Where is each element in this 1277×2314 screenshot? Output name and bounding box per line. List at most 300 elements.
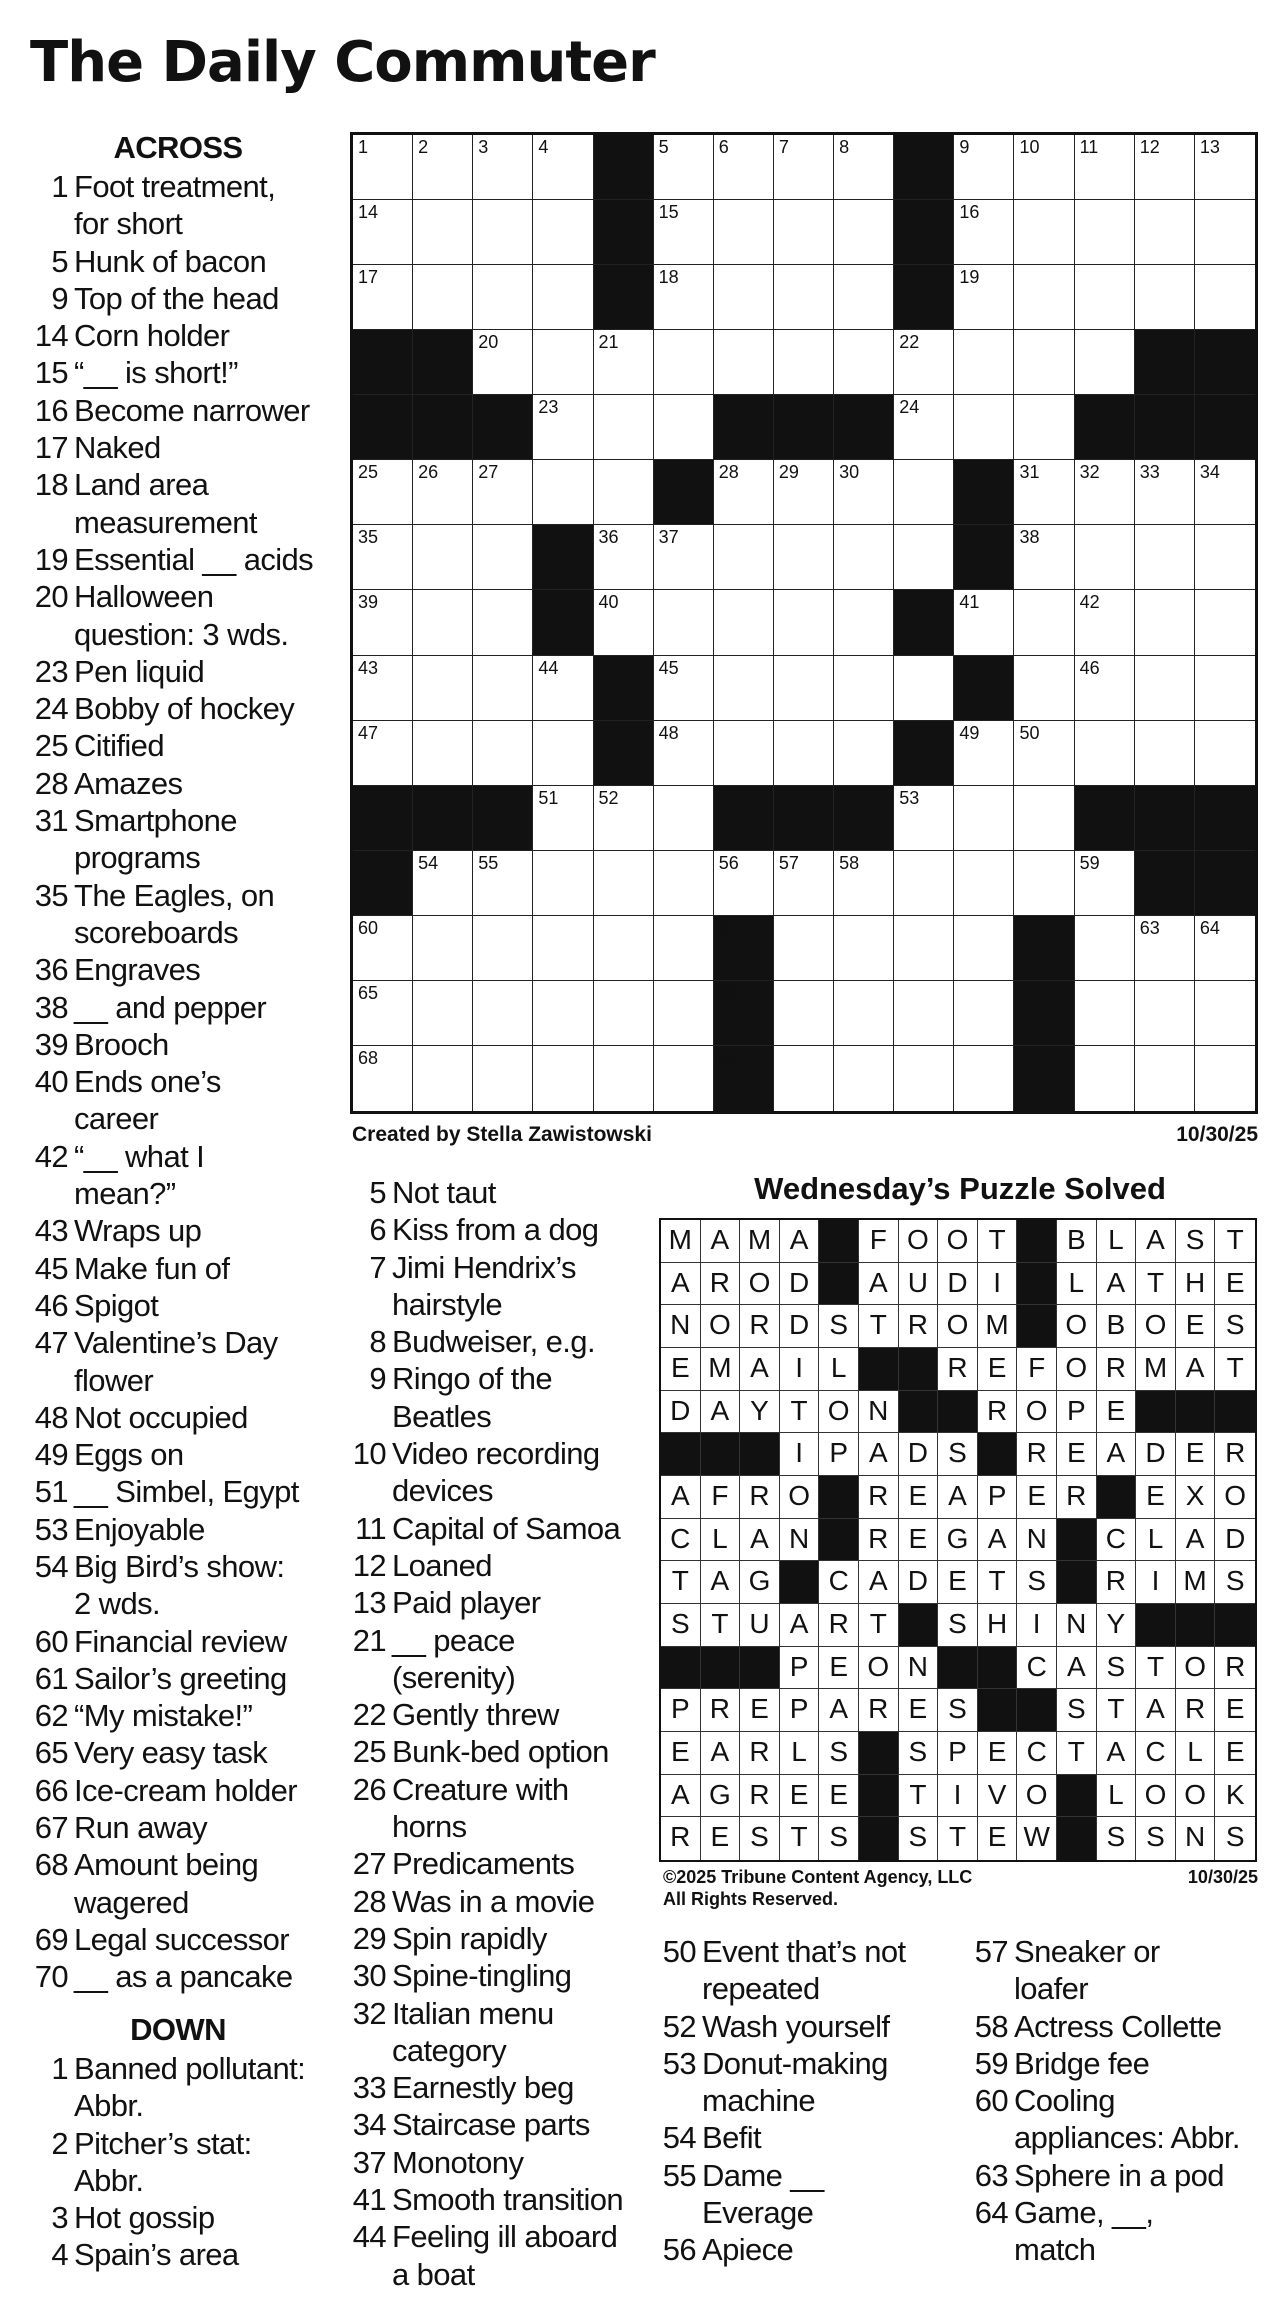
clue-text: Sneaker or: [1014, 1934, 1160, 1969]
grid-cell[interactable]: [1014, 265, 1074, 330]
grid-cell[interactable]: [473, 981, 533, 1046]
grid-cell[interactable]: [353, 460, 413, 525]
grid-cell[interactable]: [1014, 525, 1074, 590]
clue-text: Spain’s area: [74, 2237, 239, 2273]
black-square: [473, 786, 533, 851]
cell-number: 65: [358, 982, 379, 1003]
grid-cell[interactable]: [1075, 200, 1135, 265]
grid-cell[interactable]: [834, 851, 894, 916]
clue-number: 4: [51, 2237, 68, 2273]
grid-cell[interactable]: [654, 200, 714, 265]
clue-text: Top of the head: [74, 280, 279, 316]
grid-cell[interactable]: [774, 135, 834, 200]
solved-letter: R: [701, 1689, 741, 1732]
solved-letter: A: [1136, 1689, 1176, 1732]
solved-letter: M: [1136, 1348, 1176, 1391]
clue-number: [656, 2194, 696, 2231]
grid-cell[interactable]: [954, 786, 1014, 851]
grid-cell[interactable]: [1075, 460, 1135, 525]
clue-number: 67: [34, 1810, 68, 1846]
black-square: [834, 786, 894, 851]
clue-number: 54: [662, 2120, 696, 2156]
clue-number: [28, 1362, 68, 1399]
clue-text: horns: [392, 1809, 467, 1845]
cell-number: 60: [358, 917, 379, 938]
grid-cell[interactable]: [1075, 590, 1135, 655]
cell-number: 20: [478, 332, 499, 353]
grid-cell[interactable]: [1195, 916, 1255, 981]
grid-cell[interactable]: [1014, 786, 1074, 851]
grid-cell[interactable]: [894, 460, 954, 525]
grid-cell[interactable]: [774, 200, 834, 265]
grid-cell[interactable]: [834, 981, 894, 1046]
cell-number: 33: [1139, 462, 1160, 483]
grid-cell[interactable]: [533, 916, 593, 981]
grid-cell[interactable]: [413, 590, 473, 655]
clue-text: Not taut: [392, 1175, 496, 1210]
grid-cell[interactable]: [714, 135, 774, 200]
grid-cell[interactable]: [1014, 721, 1074, 786]
clue-item: [28, 653, 333, 690]
grid-cell[interactable]: [894, 981, 954, 1046]
clue-text: Gently threw: [392, 1697, 559, 1733]
solved-letter: R: [740, 1305, 780, 1348]
grid-cell[interactable]: [473, 460, 533, 525]
grid-cell[interactable]: [353, 656, 413, 721]
grid-cell[interactable]: [353, 1046, 413, 1111]
grid-cell[interactable]: [1195, 135, 1255, 200]
grid-cell[interactable]: [774, 590, 834, 655]
grid-cell[interactable]: [1014, 135, 1074, 200]
grid-cell[interactable]: [413, 1046, 473, 1111]
clue-number: 6: [369, 1212, 386, 1248]
solved-letter: S: [1057, 1689, 1097, 1732]
grid-cell[interactable]: [954, 851, 1014, 916]
clue-text: Pitcher’s stat:: [74, 2125, 252, 2161]
black-square: [714, 916, 774, 981]
grid-cell[interactable]: [353, 981, 413, 1046]
grid-cell[interactable]: [1135, 916, 1195, 981]
grid-cell[interactable]: [1075, 330, 1135, 395]
solved-letter: A: [938, 1476, 978, 1519]
grid-cell[interactable]: [1135, 656, 1195, 721]
grid-cell[interactable]: [533, 721, 593, 786]
grid-cell[interactable]: [1014, 590, 1074, 655]
grid-cell[interactable]: [1195, 981, 1255, 1046]
grid-cell[interactable]: [413, 525, 473, 590]
grid-cell[interactable]: [774, 460, 834, 525]
clue-item: [346, 1957, 646, 1994]
grid-cell[interactable]: [1014, 395, 1074, 460]
solved-letter: O: [740, 1263, 780, 1306]
grid-cell[interactable]: [954, 135, 1014, 200]
clue-item-continued: [28, 1100, 333, 1137]
grid-cell[interactable]: [894, 1046, 954, 1111]
clue-number: 60: [34, 1623, 68, 1659]
grid-cell[interactable]: [1014, 656, 1074, 721]
grid-cell[interactable]: [834, 721, 894, 786]
grid-cell[interactable]: [654, 916, 714, 981]
grid-cell[interactable]: [1135, 460, 1195, 525]
grid-cell[interactable]: [533, 981, 593, 1046]
grid-cell[interactable]: [774, 330, 834, 395]
clue-text: Big Bird’s show:: [74, 1548, 285, 1584]
grid-cell[interactable]: [1075, 265, 1135, 330]
grid-cell[interactable]: [413, 460, 473, 525]
solved-letter: R: [1097, 1348, 1137, 1391]
solved-letter: R: [819, 1604, 859, 1647]
grid-cell[interactable]: [473, 265, 533, 330]
grid-cell[interactable]: [774, 656, 834, 721]
cell-number: 51: [538, 787, 559, 808]
clue-item: [28, 578, 333, 615]
solved-letter: O: [701, 1305, 741, 1348]
solved-black-square: [1057, 1817, 1097, 1860]
grid-cell[interactable]: [594, 851, 654, 916]
clue-number: 33: [352, 2070, 386, 2106]
grid-cell[interactable]: [954, 981, 1014, 1046]
grid-cell[interactable]: [473, 135, 533, 200]
grid-cell[interactable]: [774, 265, 834, 330]
solved-letter: S: [740, 1817, 780, 1860]
grid-cell[interactable]: [774, 525, 834, 590]
grid-cell[interactable]: [654, 590, 714, 655]
grid-cell[interactable]: [594, 916, 654, 981]
grid-cell[interactable]: [1195, 721, 1255, 786]
cell-number: 1: [358, 137, 369, 157]
clue-item: [28, 1212, 333, 1249]
grid-cell[interactable]: [594, 525, 654, 590]
cell-number: 10: [1019, 137, 1040, 157]
clue-item: [28, 1846, 333, 1883]
grid-cell[interactable]: [714, 200, 774, 265]
grid-cell[interactable]: [473, 590, 533, 655]
grid-cell[interactable]: [594, 1046, 654, 1111]
solved-letter: R: [859, 1689, 899, 1732]
grid-cell[interactable]: [1014, 851, 1074, 916]
solved-letter: D: [1215, 1519, 1255, 1562]
black-square: [1135, 395, 1195, 460]
grid-cell[interactable]: [1075, 721, 1135, 786]
clue-number: 5: [369, 1175, 386, 1210]
grid-cell[interactable]: [533, 786, 593, 851]
grid-cell[interactable]: [954, 916, 1014, 981]
clue-item: [28, 690, 333, 727]
grid-cell[interactable]: [533, 851, 593, 916]
grid-cell[interactable]: [774, 1046, 834, 1111]
solved-letter: G: [740, 1561, 780, 1604]
grid-cell[interactable]: [894, 656, 954, 721]
grid-cell[interactable]: [1135, 200, 1195, 265]
grid-cell[interactable]: [714, 525, 774, 590]
copyright-line-1: ©2025 Tribune Content Agency, LLC: [663, 1867, 973, 1887]
grid-cell[interactable]: [1075, 916, 1135, 981]
grid-cell[interactable]: [1195, 460, 1255, 525]
clue-text: scoreboards: [74, 914, 238, 950]
grid-cell[interactable]: [533, 330, 593, 395]
grid-cell[interactable]: [594, 590, 654, 655]
grid-cell[interactable]: [533, 200, 593, 265]
grid-cell[interactable]: [1075, 851, 1135, 916]
solved-black-square: [1017, 1263, 1057, 1306]
grid-cell[interactable]: [954, 330, 1014, 395]
grid-cell[interactable]: [654, 135, 714, 200]
grid-cell[interactable]: [413, 265, 473, 330]
grid-cell[interactable]: [834, 590, 894, 655]
clue-number: [28, 914, 68, 951]
grid-cell[interactable]: [894, 851, 954, 916]
grid-cell[interactable]: [954, 721, 1014, 786]
clue-text: Corn holder: [74, 318, 230, 354]
clue-text: Predicaments: [392, 1846, 575, 1882]
grid-cell[interactable]: [1135, 590, 1195, 655]
solved-letter: H: [1176, 1263, 1216, 1306]
clue-number: 25: [34, 728, 68, 764]
grid-cell[interactable]: [1014, 200, 1074, 265]
solved-letter: S: [819, 1732, 859, 1775]
grid-cell[interactable]: [533, 135, 593, 200]
solved-black-square: [859, 1775, 899, 1818]
clue-text: Amazes: [74, 765, 183, 801]
grid-cell[interactable]: [533, 1046, 593, 1111]
grid-cell[interactable]: [1135, 265, 1195, 330]
clue-item: [28, 429, 333, 466]
grid-cell[interactable]: [1075, 981, 1135, 1046]
clue-text: Bunk-bed option: [392, 1734, 609, 1770]
solved-letter: T: [1136, 1263, 1176, 1306]
clue-number: 42: [34, 1138, 68, 1174]
grid-cell[interactable]: [473, 656, 533, 721]
grid-cell[interactable]: [654, 525, 714, 590]
grid-cell[interactable]: [594, 786, 654, 851]
grid-cell[interactable]: [353, 265, 413, 330]
grid-cell[interactable]: [533, 395, 593, 460]
clue-text: question: 3 wds.: [74, 616, 289, 652]
clue-item: [28, 2125, 333, 2162]
grid-cell[interactable]: [594, 460, 654, 525]
clue-text: __ and pepper: [74, 989, 267, 1025]
grid-cell[interactable]: [1195, 590, 1255, 655]
grid-cell[interactable]: [894, 916, 954, 981]
clue-text: Bobby of hockey: [74, 691, 295, 727]
grid-cell[interactable]: [473, 916, 533, 981]
solved-letter: T: [978, 1220, 1018, 1263]
clue-text: Beatles: [392, 1398, 492, 1434]
grid-cell[interactable]: [954, 395, 1014, 460]
grid-cell[interactable]: [413, 200, 473, 265]
grid-cell[interactable]: [1135, 721, 1195, 786]
grid-cell[interactable]: [894, 395, 954, 460]
grid-cell[interactable]: [1135, 525, 1195, 590]
grid-cell[interactable]: [714, 330, 774, 395]
clue-text: Not occupied: [74, 1399, 248, 1435]
solved-letter: C: [661, 1519, 701, 1562]
grid-cell[interactable]: [1075, 135, 1135, 200]
cell-number: 4: [538, 137, 549, 157]
grid-cell[interactable]: [654, 395, 714, 460]
grid-cell[interactable]: [1195, 525, 1255, 590]
grid-cell[interactable]: [533, 265, 593, 330]
solved-letter: A: [780, 1604, 820, 1647]
grid-cell[interactable]: [353, 200, 413, 265]
grid-cell[interactable]: [1075, 525, 1135, 590]
grid-cell[interactable]: [1195, 1046, 1255, 1111]
grid-cell[interactable]: [954, 1046, 1014, 1111]
solved-letter: O: [1017, 1391, 1057, 1434]
grid-cell[interactable]: [473, 200, 533, 265]
grid-cell[interactable]: [353, 590, 413, 655]
grid-cell[interactable]: [834, 200, 894, 265]
clue-text: Spin rapidly: [392, 1920, 547, 1956]
grid-cell[interactable]: [714, 265, 774, 330]
black-square: [894, 200, 954, 265]
grid-cell[interactable]: [1014, 330, 1074, 395]
clue-item: [346, 1360, 646, 1397]
clue-item: [346, 1435, 646, 1472]
clue-number: 47: [34, 1325, 68, 1361]
clue-text: Become narrower: [74, 392, 310, 428]
solved-black-square: [938, 1391, 978, 1434]
grid-cell[interactable]: [473, 721, 533, 786]
grid-cell[interactable]: [714, 460, 774, 525]
grid-cell[interactable]: [834, 525, 894, 590]
solved-letter: D: [780, 1305, 820, 1348]
solved-letter: G: [701, 1775, 741, 1818]
grid-cell[interactable]: [473, 330, 533, 395]
grid-cell[interactable]: [353, 721, 413, 786]
cell-number: 7: [778, 137, 789, 157]
grid-cell[interactable]: [1075, 1046, 1135, 1111]
grid-cell[interactable]: [654, 656, 714, 721]
grid-cell[interactable]: [413, 851, 473, 916]
grid-cell[interactable]: [774, 916, 834, 981]
solved-letter: K: [1215, 1775, 1255, 1818]
grid-cell[interactable]: [1075, 656, 1135, 721]
grid-cell[interactable]: [413, 135, 473, 200]
grid-cell[interactable]: [714, 721, 774, 786]
grid-cell[interactable]: [834, 916, 894, 981]
grid-cell[interactable]: [1135, 981, 1195, 1046]
grid-cell[interactable]: [654, 721, 714, 786]
grid-cell[interactable]: [353, 525, 413, 590]
grid-cell[interactable]: [413, 981, 473, 1046]
grid-cell[interactable]: [714, 590, 774, 655]
black-square: [353, 330, 413, 395]
grid-cell[interactable]: [714, 851, 774, 916]
solved-letter: N: [1176, 1817, 1216, 1860]
grid-cell[interactable]: [954, 200, 1014, 265]
grid-cell[interactable]: [894, 786, 954, 851]
grid-cell[interactable]: [834, 460, 894, 525]
grid-cell[interactable]: [1195, 656, 1255, 721]
grid-cell[interactable]: [594, 330, 654, 395]
grid-cell[interactable]: [774, 721, 834, 786]
clue-number: 10: [352, 1436, 386, 1472]
copyright-notice: [663, 1866, 1063, 1910]
clue-number: 49: [34, 1437, 68, 1473]
solved-letter: E: [1097, 1391, 1137, 1434]
clue-text: The Eagles, on: [74, 877, 275, 913]
grid-cell[interactable]: [834, 330, 894, 395]
grid-cell[interactable]: [473, 525, 533, 590]
grid-cell[interactable]: [774, 851, 834, 916]
clue-item-continued: [346, 1659, 646, 1696]
clue-item: [28, 802, 333, 839]
clue-text: Creature with: [392, 1771, 569, 1807]
solved-letter: A: [661, 1263, 701, 1306]
grid-cell[interactable]: [353, 135, 413, 200]
clue-number: 11: [355, 1510, 386, 1546]
clue-text: Halloween: [74, 579, 214, 615]
grid-cell[interactable]: [654, 1046, 714, 1111]
clue-item: [346, 1323, 646, 1360]
grid-cell[interactable]: [654, 786, 714, 851]
grid-cell[interactable]: [353, 916, 413, 981]
grid-cell[interactable]: [834, 656, 894, 721]
solved-black-square: [1176, 1391, 1216, 1434]
clue-number: [28, 2087, 68, 2124]
clue-number: 69: [34, 1921, 68, 1957]
grid-cell[interactable]: [774, 981, 834, 1046]
black-square: [533, 590, 593, 655]
solved-letter: R: [859, 1476, 899, 1519]
clue-text: Amount being: [74, 1847, 259, 1883]
grid-cell[interactable]: [1135, 135, 1195, 200]
grid-cell[interactable]: [654, 330, 714, 395]
grid-cell[interactable]: [473, 1046, 533, 1111]
clue-text: Abbr.: [74, 2088, 144, 2124]
solved-letter: E: [1215, 1689, 1255, 1732]
clue-item: [346, 1883, 646, 1920]
grid-cell[interactable]: [954, 265, 1014, 330]
grid-cell[interactable]: [834, 1046, 894, 1111]
grid-cell[interactable]: [1195, 200, 1255, 265]
clue-item: [28, 466, 333, 503]
grid-cell[interactable]: [894, 330, 954, 395]
grid-cell[interactable]: [654, 851, 714, 916]
clue-number: 9: [51, 280, 68, 316]
clue-text: Loaned: [392, 1547, 492, 1583]
solved-letter: M: [701, 1348, 741, 1391]
grid-cell[interactable]: [533, 656, 593, 721]
grid-cell[interactable]: [413, 721, 473, 786]
grid-cell[interactable]: [413, 656, 473, 721]
grid-cell[interactable]: [954, 590, 1014, 655]
grid-cell[interactable]: [714, 656, 774, 721]
grid-cell[interactable]: [473, 851, 533, 916]
newspaper-title: The Daily Commuter: [30, 30, 655, 95]
grid-cell[interactable]: [1014, 460, 1074, 525]
clue-number: [346, 1808, 386, 1845]
grid-cell[interactable]: [1135, 1046, 1195, 1111]
grid-cell[interactable]: [654, 265, 714, 330]
clue-item: [346, 1771, 646, 1808]
grid-cell[interactable]: [834, 135, 894, 200]
grid-cell[interactable]: [533, 460, 593, 525]
solved-letter: D: [899, 1561, 939, 1604]
grid-cell[interactable]: [1195, 265, 1255, 330]
grid-cell[interactable]: [594, 981, 654, 1046]
grid-cell[interactable]: [894, 525, 954, 590]
grid-cell[interactable]: [594, 395, 654, 460]
clue-number: 23: [34, 653, 68, 689]
grid-cell[interactable]: [654, 981, 714, 1046]
crossword-grid[interactable]: [350, 132, 1258, 1114]
cell-number: 40: [598, 592, 619, 613]
grid-cell[interactable]: [834, 265, 894, 330]
grid-cell[interactable]: [413, 916, 473, 981]
solved-letter: S: [899, 1817, 939, 1860]
